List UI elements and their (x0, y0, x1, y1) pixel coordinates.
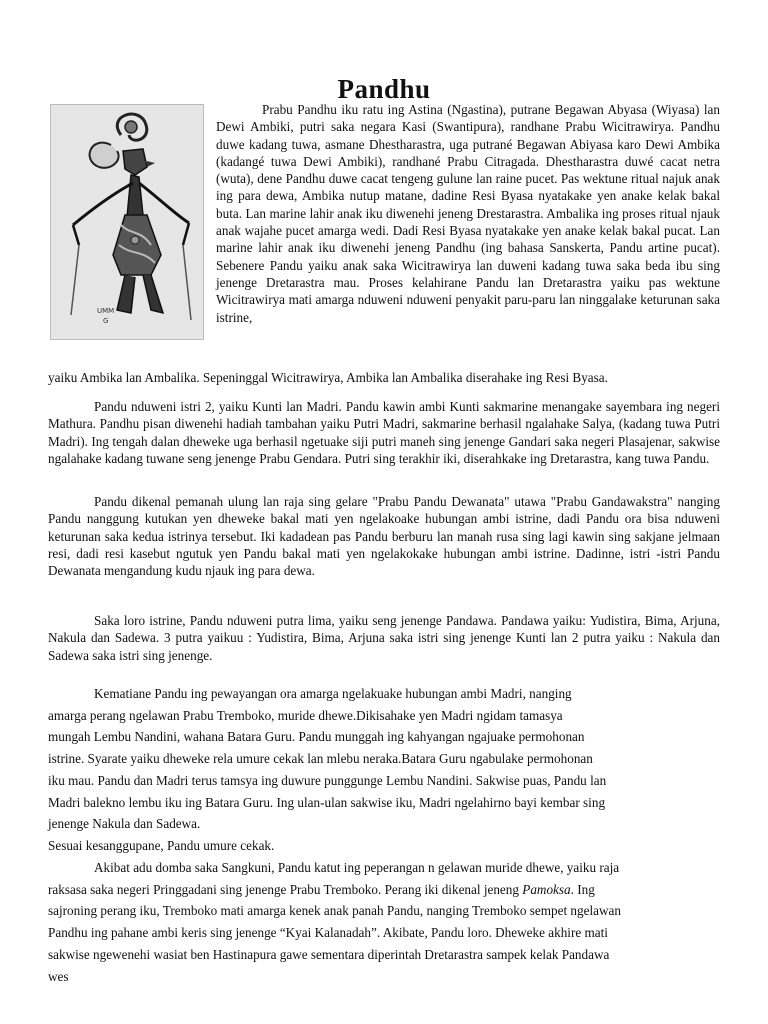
intro-paragraph (216, 101, 720, 326)
text-line: Madri balekno lembu iku ing Batara Guru. Ing ulan-ulan sakwise iku, Madri ngelahirno bayi kembar sing (48, 794, 606, 810)
text-line: Akibat adu domba saka Sangkuni, Pandu katut ing peperangan n gelawan muride dhewe, yaiku raja (94, 860, 620, 875)
wayang-figure-image (50, 104, 204, 340)
text-line (48, 879, 720, 901)
intro-continuation: yaiku Ambika lan Ambalika. Sepeninggal Wicitrawirya, Ambika lan Ambalika diserahake ing Resi Byasa. (48, 370, 608, 385)
paragraph-text: Pandu nduweni istri 2, yaiku Kunti lan Madri. Pandu kawin ambi Kunti sakmarine menangake sayembara ing negeri Mathura. Pandhu pisan diwenehi hadiah tambahan yaiku Putri Madri, sakmarine berhasil ngalahake Salya, (kadang tuwa Putri Madri). Ing tengah dalan dheweke uga berhasil ngetuake siji putri maneh sing jenenge Gandari saka negeri Plasajenar, sakwise ngalahake kadang tuwane seng jenenge Prabu Gendara. Putri sing terakhir iki, diserahkake ing Dretarastra, kang tuwa Pandu. (48, 399, 720, 466)
figure-caption-initials: UMM (97, 307, 115, 315)
figure-caption-mark: G (103, 317, 109, 325)
text-line-start: raksasa saka negeri Pringgadani sing jenenge Prabu Tremboko. Perang iki dikenal jeneng (48, 881, 523, 897)
text-line: jenenge Nakula dan Sadewa. (48, 816, 201, 832)
text-line: istrine. Syarate yaiku dheweke rela umure cekak lan mlebu neraka.Batara Guru ngabulake permohonan (48, 751, 593, 767)
paragraph-text: Saka loro istrine, Pandu nduweni putra lima, yaiku seng jenenge Pandawa. Pandawa yaiku: Yudistira, Bima, Arjuna, Nakula dan Sadewa. 3 putra yaikuu : Yudistira, Bima, Arjuna saka istri sing jenenge Kunti lan 2 putra yaiku : Nakula dan Sadewa saka istri sing jenenge. (48, 613, 720, 663)
text-line-end: . Ing (570, 881, 595, 897)
paragraph-wives (48, 398, 720, 467)
paragraph-curse (48, 493, 720, 579)
page-title: Pandhu (337, 74, 431, 105)
paragraph-text: Pandu dikenal pemanah ulung lan raja sing gelare "Prabu Pandu Dewanata" utawa "Prabu Gandawakstra" nanging Pandu nanggung kutukan yen dheweke bakal mati yen ngelakoake hubungan ambi istrine, dadi Pandu ora bisa nduweni keturunan saka kedua istrinya tersebut. Iki kadadean pas Pandu berburu lan manah rusa sing lagi kawin sing sakjane jelmaan resi, dadi resi kasebut ngutuk yen Pandu bakal mati yen ngelakokake hubungan ambi istrine. Dadinne, istri -istri Pandu Dewanata mengandung kudu njauk ing para dewa. (48, 494, 720, 579)
death-section (48, 683, 720, 857)
paragraph-children (48, 612, 720, 664)
text-line: sakwise ngewenehi wasiat ben Hastinapura gawe sementara diperintah Dretarastra sampek kelak Pandawa (48, 946, 610, 962)
final-section (48, 857, 720, 987)
text-line: Pandhu ing pahane ambi keris sing jenenge “Kyai Kalanadah”. Akibate, Pandu loro. Dheweke akhire mati (48, 925, 608, 941)
pamoksa-term: Pamoksa (522, 881, 571, 897)
text-line: sajroning perang iku, Tremboko mati amarga kenek anak panah Pandu, nanging Tremboko sempet ngelawan (48, 903, 621, 919)
text-line: mungah Lembu Nandini, wahana Batara Guru. Pandu munggah ing kahyangan ngajuake permohonan (48, 729, 585, 745)
text-line: amarga perang ngelawan Prabu Tremboko, muride dhewe.Dikisahake yen Madri ngidam tamasya (48, 707, 563, 723)
text-line: iku mau. Pandu dan Madri terus tamsya ing duwure punggunge Lembu Nandini. Sakwise puas, Pandu lan (48, 772, 607, 788)
text-line: Kematiane Pandu ing pewayangan ora amarga ngelakuake hubungan ambi Madri, nanging (94, 686, 572, 701)
text-line: wes (48, 968, 69, 984)
intro-text: Prabu Pandhu iku ratu ing Astina (Ngastina), putrane Begawan Abyasa (Wiyasa) lan Dewi Ambiki, putri saka negara Kasi (Swantipura), randhane Prabu Wicitrawirya. Pandhu duwe kadang tuwa, asmane Dhestharastra, uga putrané Begawan Abiyasa karo Dewi Ambika (kadangé tuwa Dewi Ambiki), randhané Prabu Citragada. Dhestharastra duwé cacat netra (wuta), dene Pandhu duwe cacat tengeng gulune lan raine pucet. Pas wektune ritual najuk anak ing para dewa, Ambika nutup matane, dadine Resi Byasa nyatakake yen anake kelak bakal buta. Lan marine lahir anak iku diwenehi jeneng Drestarastra. Ambalika ing proses ritual njauk anak wajahe pucet amarga wedi. Dadi Resi Byasa nyatakake yen anake kelak bakal pucat. Lan marine lahir anak iku diwenehi jeneng Pandhu (ing bahasa Sanskerta, Pandu artine pucat). Sebenere Pandu yaiku anak saka Wicitrawirya lan duweni kadang tuwa saka beda ibu sing jenenge Dretarastra mau. Proses kelahirane Pandu lan Dretarastra yaiku pas wektune Wicitrawirya mati amarga nduweni nduweni penyakit paru-paru lan ninggalake keturunan saka istrine, (216, 102, 720, 325)
wayang-puppet-illustration (51, 105, 203, 339)
text-line: Sesuai kesanggupane, Pandu umure cekak. (48, 837, 275, 853)
